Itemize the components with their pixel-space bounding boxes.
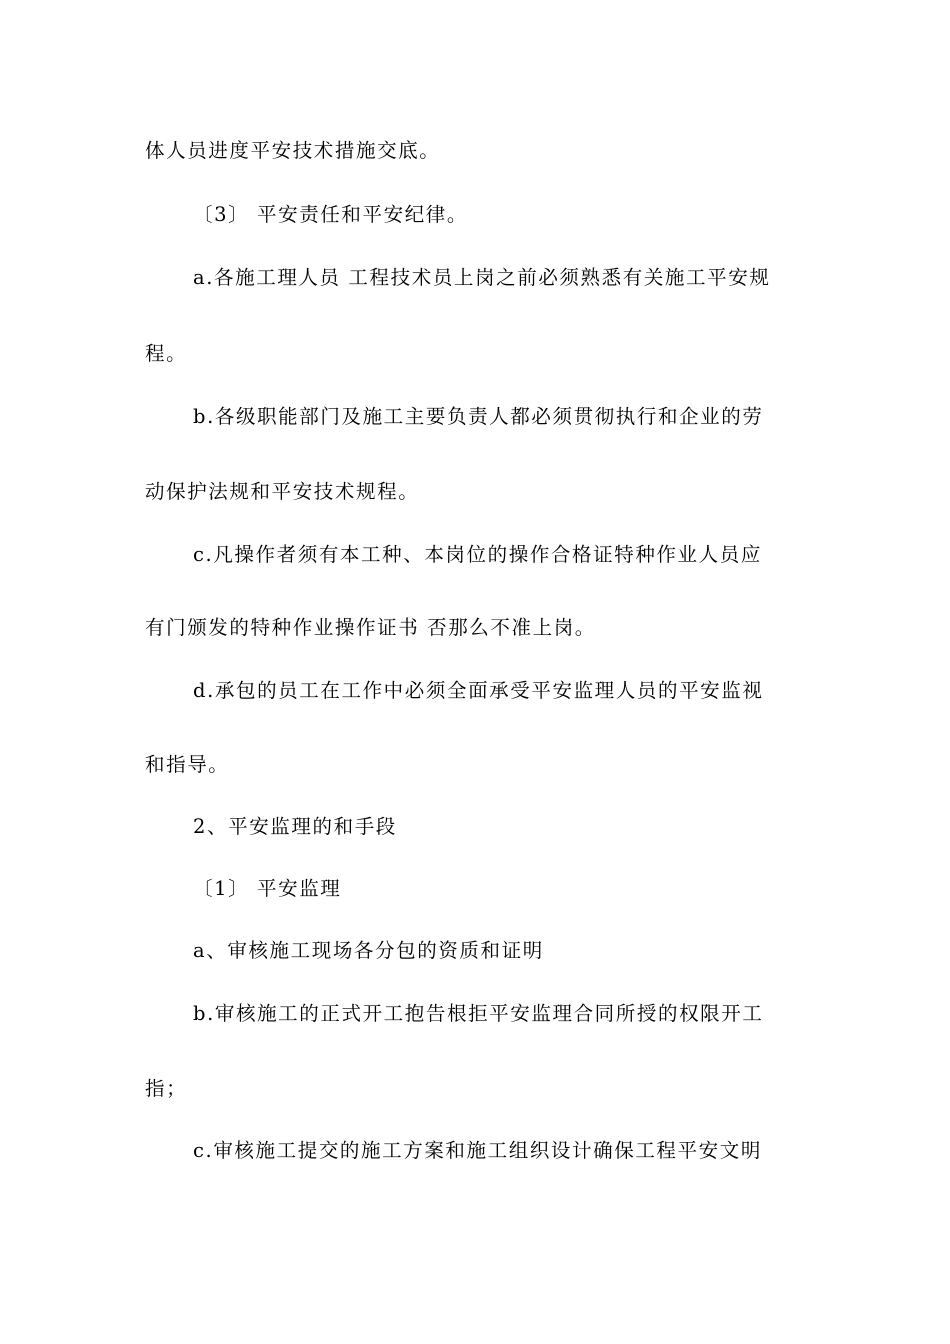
text-line-2: 〔3〕 平安责任和平安纪律。: [193, 203, 469, 226]
text-line-5: b.各级职能部门及施工主要负责人都必须贯彻执行和企业的劳: [193, 405, 764, 428]
text-line-1: 体人员进度平安技术措施交底。: [145, 139, 441, 162]
text-line-15: 指；: [145, 1077, 188, 1100]
text-line-14: b.审核施工的正式开工抱告根拒平安监理合同所授的权限开工: [193, 1002, 764, 1025]
text-line-10: 和指导。: [145, 753, 230, 776]
text-line-16: c.审核施工提交的施工方案和施工组织设计确保工程平安文明: [193, 1139, 762, 1162]
text-line-11: 2、平安监理的和手段: [193, 815, 397, 838]
text-line-6: 动保护法规和平安技术规程。: [145, 480, 420, 503]
text-line-8: 有门颁发的特种作业操作证书 否那么不准上岗。: [145, 616, 596, 639]
text-line-7: c.凡操作者须有本工种、本岗位的操作合格证特种作业人员应: [193, 543, 762, 566]
text-line-13: a、审核施工现场各分包的资质和证明: [193, 939, 544, 962]
text-line-12: 〔1〕 平安监理: [193, 877, 342, 900]
text-line-3: a.各施工理人员 工程技术员上岗之前必须熟悉有关施工平安规: [193, 266, 771, 289]
text-line-4: 程。: [145, 342, 188, 365]
text-line-9: d.承包的员工在工作中必须全面承受平安监理人员的平安监视: [193, 679, 764, 702]
